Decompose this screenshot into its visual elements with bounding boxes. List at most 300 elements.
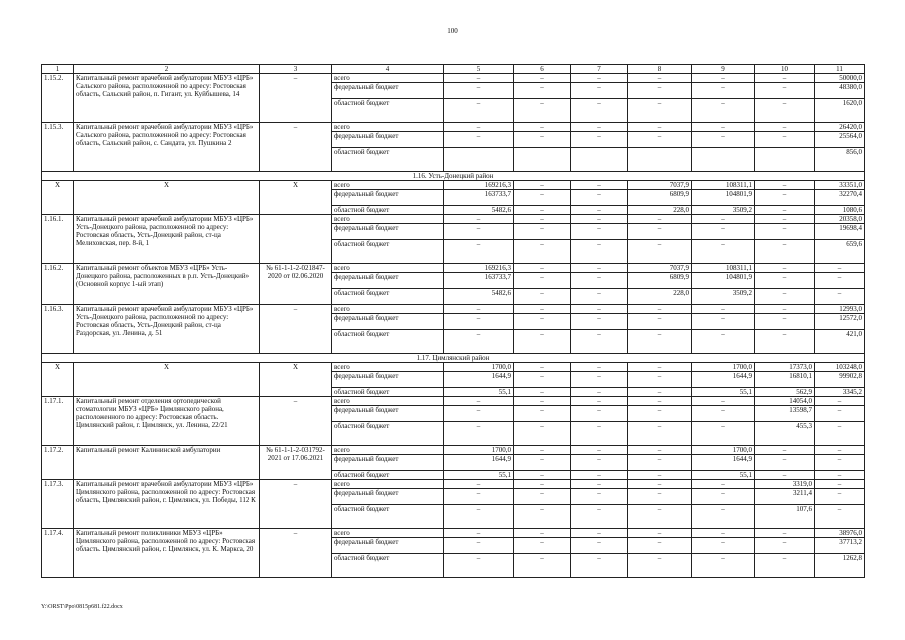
amount-cell: – (755, 83, 815, 99)
amount-cell: – (692, 240, 755, 264)
amount-cell: 1080,6 (815, 206, 865, 215)
row-id: X (42, 363, 74, 397)
amount-cell: 48380,0 (815, 83, 865, 99)
amount-cell: – (514, 206, 571, 215)
amount-cell: 26420,0 (815, 123, 865, 132)
amount-cell: – (628, 215, 692, 224)
table-row (42, 215, 865, 224)
object-name: Капитальный ремонт врачебной амбулатории МБУЗ «ЦРБ» Усть-Донецкого района, расположенной по адресу: Ростовская область, Усть-Донецкий район, ст-ца Раздорская, ул. Ленина, д. 51 (74, 305, 260, 354)
section-row (42, 172, 865, 181)
amount-cell: – (815, 489, 865, 505)
document-reference: – (260, 123, 332, 172)
amount-cell: – (571, 224, 628, 240)
amount-cell: – (755, 455, 815, 471)
funding-source: федеральный бюджет (332, 314, 444, 330)
amount-cell: – (571, 305, 628, 314)
amount-cell: 12993,0 (815, 305, 865, 314)
amount-cell: – (514, 99, 571, 123)
amount-cell: – (514, 330, 571, 354)
amount-cell (514, 148, 571, 172)
document-reference: X (260, 181, 332, 215)
amount-cell: – (628, 554, 692, 578)
object-name: Капитальный ремонт врачебной амбулатории МБУЗ «ЦРБ» Усть-Донецкого района, расположенной по адресу: Ростовская область, Усть-Донецкий район, ст-ца Мелиховская, пер. 8-й, 1 (74, 215, 260, 264)
object-name: Капитальный ремонт врачебной амбулатории МБУЗ «ЦРБ» Сальского района, расположенной по адресу: Ростовская область, Сальский район, с. Сандата, ул. Пушкина 2 (74, 123, 260, 172)
funding-source: федеральный бюджет (332, 489, 444, 505)
funding-source: федеральный бюджет (332, 455, 444, 471)
amount-cell: – (815, 505, 865, 529)
amount-cell: 421,0 (815, 330, 865, 354)
row-id: 1.17.2. (42, 446, 74, 480)
object-name: X (74, 363, 260, 397)
amount-cell: 1620,0 (815, 99, 865, 123)
amount-cell: – (628, 363, 692, 372)
amount-cell: – (755, 74, 815, 83)
table-row (42, 181, 865, 190)
amount-cell: 55,1 (692, 388, 755, 397)
amount-cell: 104801,9 (692, 273, 755, 289)
table-row (42, 305, 865, 314)
amount-cell: – (628, 132, 692, 148)
amount-cell (755, 148, 815, 172)
amount-cell: – (444, 305, 514, 314)
amount-cell: – (755, 215, 815, 224)
amount-cell: – (514, 538, 571, 554)
amount-cell: – (444, 529, 514, 538)
amount-cell: 169216,3 (444, 264, 514, 273)
amount-cell: – (514, 240, 571, 264)
amount-cell: – (514, 455, 571, 471)
footer-file-path: Y:\ORST\Ppo\0815p681.f22.docx (41, 604, 123, 610)
amount-cell: – (571, 422, 628, 446)
amount-cell: 38976,0 (815, 529, 865, 538)
amount-cell: – (628, 83, 692, 99)
amount-cell: – (755, 240, 815, 264)
amount-cell: 20358,0 (815, 215, 865, 224)
amount-cell: – (514, 363, 571, 372)
amount-cell: – (514, 132, 571, 148)
amount-cell: – (755, 471, 815, 480)
amount-cell: – (444, 215, 514, 224)
funding-source: всего (332, 480, 444, 489)
amount-cell: – (571, 489, 628, 505)
funding-source: всего (332, 305, 444, 314)
amount-cell: – (755, 529, 815, 538)
amount-cell: 14054,0 (755, 397, 815, 406)
row-id: 1.15.3. (42, 123, 74, 172)
document-reference: X (260, 363, 332, 397)
amount-cell: – (692, 538, 755, 554)
amount-cell: – (692, 480, 755, 489)
object-name: Капитальный ремонт отделения ортопедической стоматологии МБУЗ «ЦРБ» Цимлянского района, расположенного по адресу: Ростовская область. Цимлянский район, г. Цимлянск, ул. Ленина, 22/21 (74, 397, 260, 446)
amount-cell: – (444, 330, 514, 354)
amount-cell: 6809,9 (628, 190, 692, 206)
amount-cell: – (571, 240, 628, 264)
amount-cell: 16810,1 (755, 372, 815, 388)
column-number: 5 (444, 65, 514, 74)
amount-cell: 5482,6 (444, 206, 514, 215)
funding-source: областной бюджет (332, 330, 444, 354)
section-row (42, 354, 865, 363)
amount-cell: – (815, 289, 865, 305)
amount-cell: – (692, 505, 755, 529)
amount-cell: – (514, 480, 571, 489)
document-reference: – (260, 74, 332, 123)
amount-cell: – (514, 471, 571, 480)
amount-cell: – (571, 83, 628, 99)
amount-cell: 1644,9 (692, 372, 755, 388)
amount-cell: 1262,8 (815, 554, 865, 578)
amount-cell: – (444, 422, 514, 446)
amount-cell: 659,6 (815, 240, 865, 264)
amount-cell: 455,3 (755, 422, 815, 446)
amount-cell: – (444, 224, 514, 240)
amount-cell: 107,6 (755, 505, 815, 529)
amount-cell: 3345,2 (815, 388, 865, 397)
amount-cell: 856,0 (815, 148, 865, 172)
amount-cell: – (444, 538, 514, 554)
amount-cell: 163733,7 (444, 190, 514, 206)
amount-cell: 1700,0 (444, 446, 514, 455)
amount-cell: – (444, 406, 514, 422)
amount-cell: – (692, 314, 755, 330)
object-name: Капитальный ремонт поликлиники МБУЗ «ЦРБ» Цимлянского района, расположенной по адресу: Ростовская область. Цимлянский район, г. Цимлянск, ул. К. Маркса, 20 (74, 529, 260, 578)
amount-cell: – (755, 538, 815, 554)
column-number: 10 (755, 65, 815, 74)
amount-cell: – (444, 240, 514, 264)
amount-cell: – (571, 215, 628, 224)
amount-cell: – (692, 74, 755, 83)
row-id: 1.17.1. (42, 397, 74, 446)
amount-cell: – (815, 273, 865, 289)
amount-cell: 3509,2 (692, 289, 755, 305)
amount-cell: – (571, 132, 628, 148)
column-number: 3 (260, 65, 332, 74)
amount-cell: – (628, 406, 692, 422)
amount-cell: – (628, 123, 692, 132)
amount-cell: 1700,0 (692, 446, 755, 455)
column-number: 4 (332, 65, 444, 74)
amount-cell: – (571, 388, 628, 397)
amount-cell: – (514, 224, 571, 240)
amount-cell: – (571, 471, 628, 480)
amount-cell: 32270,4 (815, 190, 865, 206)
amount-cell: – (692, 330, 755, 354)
amount-cell: – (514, 181, 571, 190)
amount-cell: – (815, 480, 865, 489)
amount-cell: – (514, 529, 571, 538)
amount-cell: 3509,2 (692, 206, 755, 215)
funding-source: всего (332, 397, 444, 406)
amount-cell: – (692, 99, 755, 123)
table-row (42, 480, 865, 489)
funding-source: федеральный бюджет (332, 406, 444, 422)
amount-cell: – (692, 422, 755, 446)
row-id: X (42, 181, 74, 215)
amount-cell: – (514, 314, 571, 330)
column-number: 7 (571, 65, 628, 74)
row-id: 1.15.2. (42, 74, 74, 123)
amount-cell: – (571, 74, 628, 83)
amount-cell: – (444, 314, 514, 330)
funding-source: областной бюджет (332, 206, 444, 215)
amount-cell: 55,1 (444, 471, 514, 480)
amount-cell: – (628, 480, 692, 489)
amount-cell: 562,9 (755, 388, 815, 397)
amount-cell: – (755, 330, 815, 354)
amount-cell: – (815, 406, 865, 422)
amount-cell: – (628, 397, 692, 406)
funding-source: федеральный бюджет (332, 372, 444, 388)
amount-cell: – (755, 181, 815, 190)
amount-cell: – (755, 305, 815, 314)
amount-cell: – (755, 446, 815, 455)
amount-cell: – (692, 123, 755, 132)
amount-cell: – (692, 397, 755, 406)
amount-cell: – (815, 471, 865, 480)
amount-cell: – (692, 554, 755, 578)
section-title: 1.16. Усть-Донецкий район (42, 172, 865, 181)
amount-cell: – (514, 554, 571, 578)
amount-cell: – (571, 314, 628, 330)
amount-cell: – (628, 305, 692, 314)
amount-cell: 228,0 (628, 206, 692, 215)
amount-cell: 12572,0 (815, 314, 865, 330)
amount-cell: – (514, 190, 571, 206)
funding-source: областной бюджет (332, 505, 444, 529)
document-reference: – (260, 397, 332, 446)
table-row (42, 397, 865, 406)
amount-cell (444, 148, 514, 172)
amount-cell: 7037,9 (628, 264, 692, 273)
amount-cell: 108311,1 (692, 264, 755, 273)
amount-cell: – (628, 314, 692, 330)
funding-source: областной бюджет (332, 388, 444, 397)
amount-cell: – (444, 480, 514, 489)
row-id: 1.16.3. (42, 305, 74, 354)
amount-cell: – (571, 289, 628, 305)
object-name: Капитальный ремонт врачебной амбулатории МБУЗ «ЦРБ» Цимлянского района, расположенной по адресу: Ростовская область, Цимлянский район, г. Цимлянск, ул. Победы, 112 К (74, 480, 260, 529)
amount-cell: – (571, 123, 628, 132)
amount-cell: – (755, 289, 815, 305)
funding-source: всего (332, 363, 444, 372)
amount-cell: – (571, 372, 628, 388)
amount-cell: – (628, 471, 692, 480)
budget-table-body (42, 65, 865, 578)
amount-cell: – (444, 505, 514, 529)
amount-cell: – (514, 305, 571, 314)
amount-cell: – (628, 388, 692, 397)
amount-cell: 13598,7 (755, 406, 815, 422)
amount-cell: – (755, 190, 815, 206)
object-name: Капитальный ремонт врачебной амбулатории МБУЗ «ЦРБ» Сальского района, расположенной по адресу: Ростовская область, Сальский район, п. Гигант, ул. Куйбышева, 14 (74, 74, 260, 123)
amount-cell: 108311,1 (692, 181, 755, 190)
amount-cell: 1700,0 (444, 363, 514, 372)
amount-cell: – (755, 314, 815, 330)
amount-cell: – (571, 480, 628, 489)
column-number: 2 (74, 65, 260, 74)
column-number: 11 (815, 65, 865, 74)
funding-source: всего (332, 215, 444, 224)
amount-cell: – (692, 224, 755, 240)
funding-source: областной бюджет (332, 240, 444, 264)
column-number: 6 (514, 65, 571, 74)
amount-cell: – (692, 529, 755, 538)
amount-cell: – (815, 446, 865, 455)
document-reference: № 61-1-1-2-031792-2021 от 17.06.2021 (260, 446, 332, 480)
amount-cell (571, 148, 628, 172)
column-number: 8 (628, 65, 692, 74)
amount-cell: – (444, 554, 514, 578)
page-number: 100 (447, 27, 458, 35)
amount-cell: – (571, 190, 628, 206)
amount-cell: 163733,7 (444, 273, 514, 289)
funding-source: областной бюджет (332, 422, 444, 446)
funding-source: федеральный бюджет (332, 273, 444, 289)
amount-cell: 3211,4 (755, 489, 815, 505)
funding-source: федеральный бюджет (332, 190, 444, 206)
amount-cell: – (815, 422, 865, 446)
column-number: 1 (42, 65, 74, 74)
amount-cell: 228,0 (628, 289, 692, 305)
funding-source: областной бюджет (332, 471, 444, 480)
amount-cell: – (514, 489, 571, 505)
funding-source: областной бюджет (332, 99, 444, 123)
amount-cell: – (628, 330, 692, 354)
table-row (42, 446, 865, 455)
document-reference: – (260, 480, 332, 529)
amount-cell: – (571, 554, 628, 578)
amount-cell: – (514, 388, 571, 397)
funding-source: федеральный бюджет (332, 132, 444, 148)
table-row (42, 529, 865, 538)
amount-cell: – (628, 422, 692, 446)
amount-cell: 103248,0 (815, 363, 865, 372)
amount-cell: – (571, 99, 628, 123)
funding-source: областной бюджет (332, 289, 444, 305)
amount-cell: 50000,0 (815, 74, 865, 83)
table-row (42, 123, 865, 132)
funding-source: федеральный бюджет (332, 224, 444, 240)
amount-cell: – (692, 406, 755, 422)
object-name: X (74, 181, 260, 215)
amount-cell: – (692, 489, 755, 505)
amount-cell: 37713,2 (815, 538, 865, 554)
amount-cell: 19698,4 (815, 224, 865, 240)
amount-cell: – (692, 132, 755, 148)
amount-cell: – (755, 99, 815, 123)
amount-cell: – (571, 446, 628, 455)
amount-cell: – (628, 240, 692, 264)
amount-cell: – (755, 132, 815, 148)
amount-cell: – (571, 206, 628, 215)
amount-cell: – (514, 123, 571, 132)
amount-cell: – (444, 397, 514, 406)
amount-cell: 169216,3 (444, 181, 514, 190)
amount-cell: – (628, 489, 692, 505)
amount-cell: – (514, 505, 571, 529)
amount-cell: – (514, 397, 571, 406)
amount-cell: – (692, 215, 755, 224)
amount-cell: – (755, 123, 815, 132)
amount-cell: – (514, 372, 571, 388)
funding-source: всего (332, 529, 444, 538)
amount-cell: – (571, 264, 628, 273)
amount-cell: 17373,0 (755, 363, 815, 372)
table-row (42, 264, 865, 273)
amount-cell: – (514, 83, 571, 99)
funding-source: всего (332, 123, 444, 132)
amount-cell: – (571, 397, 628, 406)
column-number: 9 (692, 65, 755, 74)
document-reference: – (260, 305, 332, 354)
amount-cell: – (444, 74, 514, 83)
funding-source: областной бюджет (332, 148, 444, 172)
amount-cell: – (755, 206, 815, 215)
amount-cell: – (628, 74, 692, 83)
amount-cell: – (815, 397, 865, 406)
amount-cell: 1700,0 (692, 363, 755, 372)
amount-cell: – (571, 181, 628, 190)
amount-cell: – (628, 224, 692, 240)
amount-cell: – (444, 123, 514, 132)
budget-table (41, 64, 865, 578)
row-id: 1.16.1. (42, 215, 74, 264)
amount-cell: – (444, 83, 514, 99)
amount-cell: – (628, 505, 692, 529)
funding-source: всего (332, 74, 444, 83)
amount-cell: – (692, 83, 755, 99)
amount-cell: – (514, 422, 571, 446)
amount-cell: – (514, 289, 571, 305)
table-row (42, 363, 865, 372)
amount-cell (628, 148, 692, 172)
section-title: 1.17. Цимлянский район (42, 354, 865, 363)
amount-cell: 6809,9 (628, 273, 692, 289)
amount-cell: – (628, 529, 692, 538)
amount-cell: 5482,6 (444, 289, 514, 305)
amount-cell: – (571, 538, 628, 554)
amount-cell: – (514, 406, 571, 422)
amount-cell: – (514, 446, 571, 455)
amount-cell: 55,1 (444, 388, 514, 397)
amount-cell: – (444, 132, 514, 148)
amount-cell: 33351,0 (815, 181, 865, 190)
amount-cell: – (628, 455, 692, 471)
amount-cell: 7037,9 (628, 181, 692, 190)
amount-cell: – (514, 74, 571, 83)
funding-source: областной бюджет (332, 554, 444, 578)
amount-cell: 1644,9 (444, 455, 514, 471)
document-reference (260, 215, 332, 264)
amount-cell: – (628, 446, 692, 455)
amount-cell: – (755, 554, 815, 578)
amount-cell: – (571, 529, 628, 538)
amount-cell: – (444, 489, 514, 505)
amount-cell: – (444, 99, 514, 123)
column-number-row (42, 65, 865, 74)
amount-cell: – (571, 330, 628, 354)
amount-cell: – (571, 505, 628, 529)
amount-cell: – (571, 455, 628, 471)
amount-cell: 3319,0 (755, 480, 815, 489)
amount-cell: – (571, 406, 628, 422)
amount-cell: 55,1 (692, 471, 755, 480)
object-name: Капитальный ремонт Калининской амбулатории (74, 446, 260, 480)
amount-cell (692, 148, 755, 172)
amount-cell: – (815, 264, 865, 273)
amount-cell: – (571, 363, 628, 372)
amount-cell: 99902,8 (815, 372, 865, 388)
